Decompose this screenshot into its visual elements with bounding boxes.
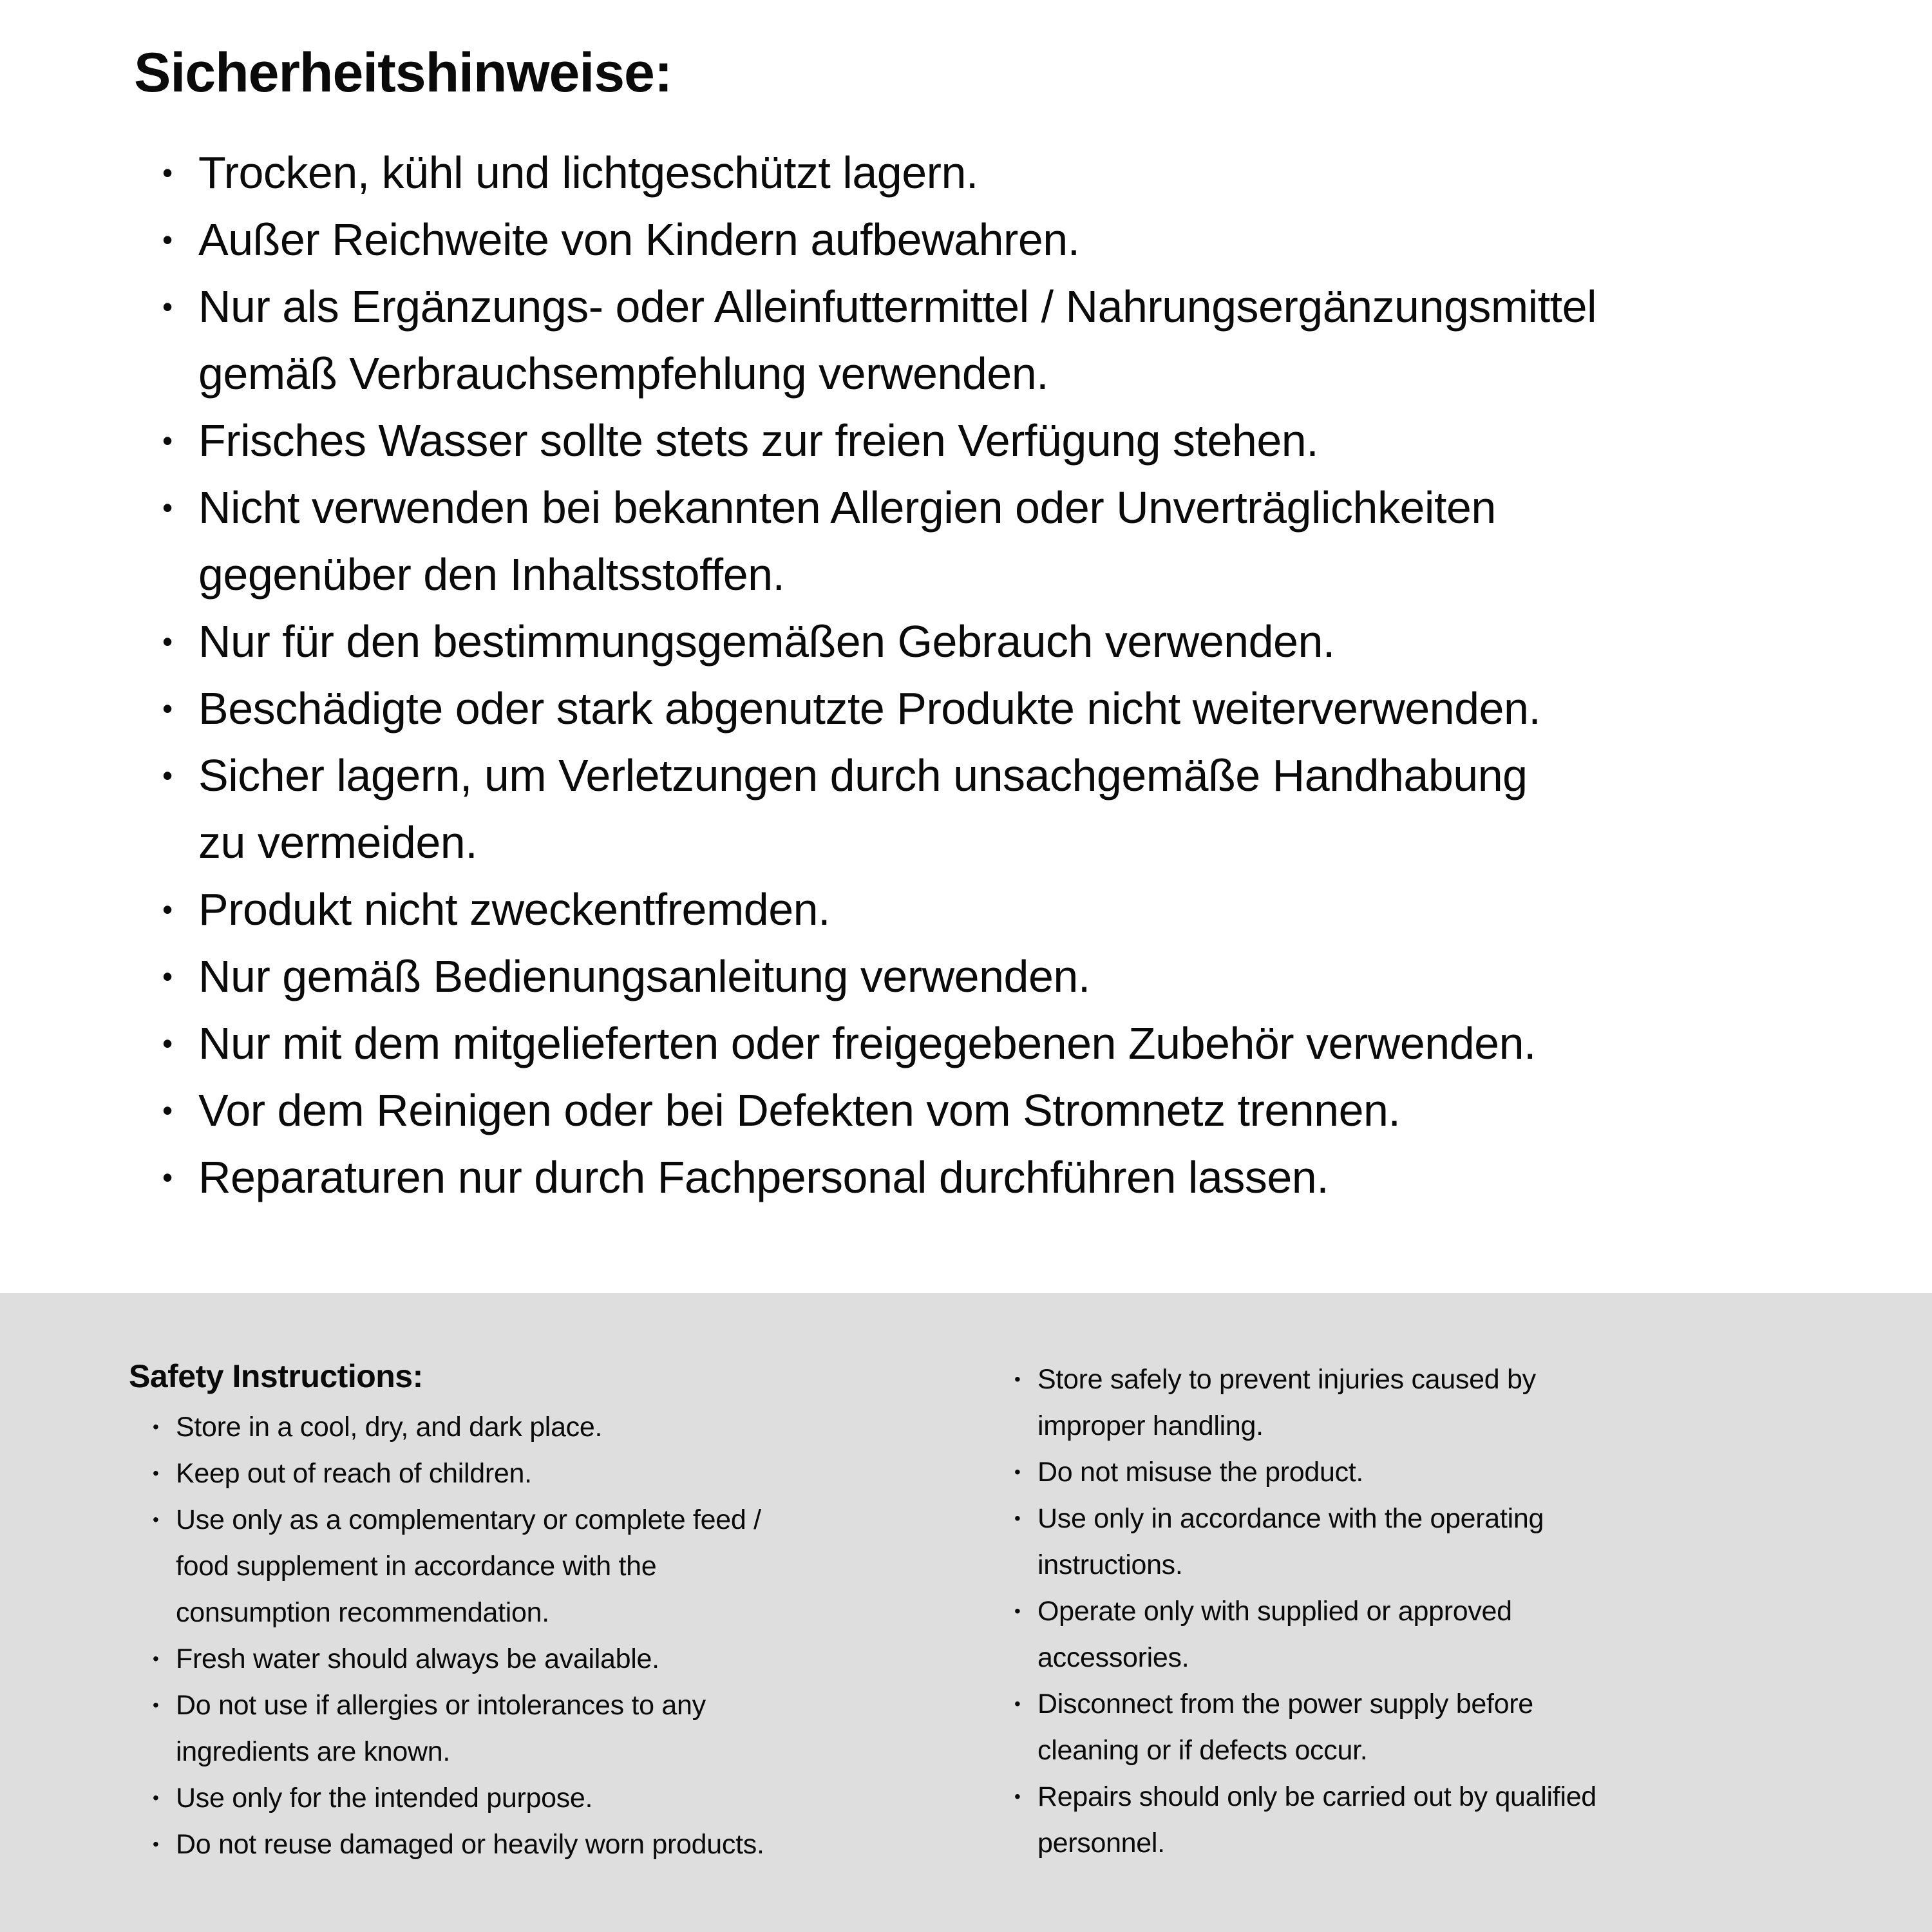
bullet-icon: • (162, 759, 173, 792)
list-item-text (198, 407, 1911, 474)
list-item (162, 206, 1911, 273)
text-line: Frisches Wasser sollte stets zur freien Verfügung stehen. (198, 415, 1319, 466)
text-line: accessories. (1037, 1642, 1189, 1673)
bullet-icon: • (162, 1160, 173, 1194)
bullet-icon: • (153, 1788, 159, 1808)
list-item-text (198, 474, 1911, 608)
bullet-icon: • (153, 1834, 159, 1854)
list-item-text (176, 1450, 998, 1497)
list-item (162, 139, 1911, 206)
bullet-icon: • (1014, 1786, 1021, 1806)
text-line: Nur als Ergänzungs- oder Alleinfuttermittel / Nahrungsergänzungsmittel (198, 281, 1597, 332)
list-item-text (176, 1497, 998, 1636)
bullet-icon: • (162, 1094, 173, 1127)
list-item-text (198, 742, 1911, 876)
text-line: zu vermeiden. (198, 817, 478, 867)
bullet-icon: • (162, 491, 173, 524)
list-item (1014, 1495, 1916, 1588)
english-safety-list-left (129, 1404, 998, 1868)
bullet-icon: • (162, 290, 173, 323)
text-line: Repairs should only be carried out by qualified (1037, 1781, 1596, 1812)
text-line: Use only for the intended purpose. (176, 1783, 593, 1814)
list-item (162, 876, 1911, 943)
bullet-icon: • (162, 625, 173, 658)
bullet-icon: • (162, 692, 173, 725)
text-line: Vor dem Reinigen oder bei Defekten vom Stromnetz trennen. (198, 1085, 1401, 1135)
text-line: Nur für den bestimmungsgemäßen Gebrauch verwenden. (198, 616, 1335, 667)
bullet-icon: • (153, 1695, 159, 1715)
list-item (162, 675, 1911, 742)
list-item-text (176, 1775, 998, 1821)
list-item (153, 1450, 998, 1497)
list-item-text (198, 675, 1911, 742)
bullet-icon: • (162, 156, 173, 189)
list-item (1014, 1449, 1916, 1495)
list-item-text (198, 1010, 1911, 1077)
text-line: personnel. (1037, 1828, 1165, 1859)
list-item-text (1037, 1449, 1916, 1495)
text-line: Store in a cool, dry, and dark place. (176, 1412, 603, 1443)
text-line: gegenüber den Inhaltsstoffen. (198, 549, 785, 600)
german-safety-list (162, 139, 1911, 1211)
list-item-text (198, 1077, 1911, 1144)
bullet-icon: • (162, 1027, 173, 1060)
list-item (153, 1775, 998, 1821)
list-item (162, 273, 1911, 407)
bullet-icon: • (1014, 1369, 1021, 1389)
text-line: Nicht verwenden bei bekannten Allergien oder Unverträglichkeiten (198, 482, 1496, 533)
bullet-icon: • (1014, 1462, 1021, 1482)
text-line: Reparaturen nur durch Fachpersonal durchführen lassen. (198, 1152, 1329, 1202)
bullet-icon: • (162, 223, 173, 256)
text-line: Do not misuse the product. (1037, 1457, 1364, 1488)
list-item-text (198, 608, 1911, 675)
list-item (1014, 1774, 1916, 1866)
list-item-text (176, 1404, 998, 1450)
text-line: ingredients are known. (176, 1736, 451, 1767)
text-line: gemäß Verbrauchsempfehlung verwenden. (198, 348, 1049, 399)
english-title: Safety Instructions: (129, 1358, 423, 1394)
text-line: Do not use if allergies or intolerances to any (176, 1690, 706, 1721)
german-title: Sicherheitshinweise: (134, 42, 672, 104)
bullet-icon: • (162, 960, 173, 993)
text-line: Außer Reichweite von Kindern aufbewahren. (198, 214, 1080, 265)
text-line: Operate only with supplied or approved (1037, 1596, 1512, 1627)
list-item (162, 742, 1911, 876)
text-line: improper handling. (1037, 1410, 1264, 1441)
list-item-text (1037, 1681, 1916, 1774)
english-safety-list-right (1014, 1356, 1916, 1866)
list-item (153, 1821, 998, 1868)
list-item (162, 943, 1911, 1010)
list-item-text (198, 139, 1911, 206)
text-line: Store safely to prevent injuries caused by (1037, 1364, 1536, 1395)
bullet-icon: • (153, 1649, 159, 1669)
text-line: Fresh water should always be available. (176, 1643, 659, 1674)
list-item (153, 1404, 998, 1450)
english-left-column (129, 1352, 998, 1868)
list-item (162, 474, 1911, 608)
bullet-icon: • (162, 424, 173, 457)
bullet-icon: • (162, 893, 173, 926)
text-line: consumption recommendation. (176, 1597, 549, 1628)
list-item-text (1037, 1495, 1916, 1588)
list-item (153, 1682, 998, 1775)
text-line: Produkt nicht zweckentfremden. (198, 884, 831, 934)
text-line: Nur mit dem mitgelieferten oder freigegebenen Zubehör verwenden. (198, 1018, 1536, 1068)
text-line: Disconnect from the power supply before (1037, 1689, 1533, 1719)
list-item (1014, 1681, 1916, 1774)
list-item (162, 1144, 1911, 1211)
text-line: cleaning or if defects occur. (1037, 1735, 1368, 1766)
text-line: Sicher lagern, um Verletzungen durch unsachgemäße Handhabung (198, 750, 1528, 800)
list-item (1014, 1588, 1916, 1681)
text-line: Keep out of reach of children. (176, 1458, 532, 1489)
text-line: Beschädigte oder stark abgenutzte Produkte nicht weiterverwenden. (198, 683, 1541, 734)
list-item-text (1037, 1356, 1916, 1449)
list-item-text (176, 1682, 998, 1775)
text-line: instructions. (1037, 1549, 1183, 1580)
text-line: Trocken, kühl und lichtgeschützt lagern. (198, 147, 978, 198)
english-panel (0, 1293, 1932, 1932)
list-item-text (176, 1821, 998, 1868)
list-item (1014, 1356, 1916, 1449)
bullet-icon: • (153, 1510, 159, 1530)
list-item-text (198, 943, 1911, 1010)
bullet-icon: • (1014, 1601, 1021, 1621)
list-item-text (1037, 1774, 1916, 1866)
bullet-icon: • (153, 1463, 159, 1483)
list-item-text (176, 1636, 998, 1682)
text-line: food supplement in accordance with the (176, 1551, 657, 1582)
list-item-text (198, 876, 1911, 943)
list-item (162, 1010, 1911, 1077)
list-item-text (1037, 1588, 1916, 1681)
bullet-icon: • (1014, 1694, 1021, 1714)
list-item (162, 1077, 1911, 1144)
list-item (162, 608, 1911, 675)
list-item-text (198, 206, 1911, 273)
list-item (153, 1636, 998, 1682)
list-item (153, 1497, 998, 1636)
text-line: Use only in accordance with the operating (1037, 1503, 1544, 1534)
list-item-text (198, 1144, 1911, 1211)
text-line: Nur gemäß Bedienungsanleitung verwenden. (198, 951, 1090, 1001)
text-line: Do not reuse damaged or heavily worn products. (176, 1829, 764, 1860)
text-line: Use only as a complementary or complete feed / (176, 1504, 761, 1535)
list-item-text (198, 273, 1911, 407)
list-item (162, 407, 1911, 474)
bullet-icon: • (1014, 1508, 1021, 1528)
bullet-icon: • (153, 1417, 159, 1437)
